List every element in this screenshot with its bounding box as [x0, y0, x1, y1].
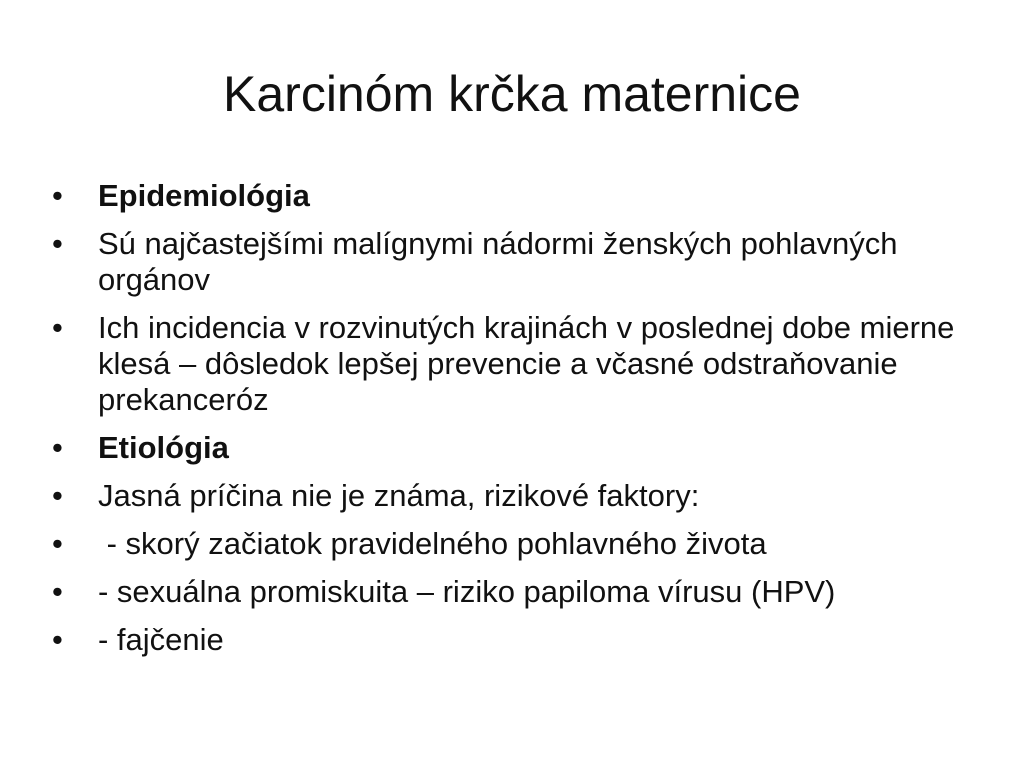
bullet-text: Epidemiológia	[98, 178, 310, 213]
bullet-risk-smoking	[52, 622, 992, 658]
bullet-incidence	[52, 310, 992, 418]
slide-title: Karcinóm krčka maternice	[223, 66, 801, 122]
bullet-dot-icon: •	[52, 310, 63, 345]
bullet-list	[52, 178, 992, 670]
bullet-cause-unknown	[52, 478, 992, 514]
bullet-text: Jasná príčina nie je známa, rizikové faktory:	[98, 478, 700, 513]
bullet-text: Etiológia	[98, 430, 229, 465]
bullet-most-common-tumors	[52, 226, 992, 298]
bullet-dot-icon: •	[52, 526, 63, 561]
bullet-dot-icon: •	[52, 430, 63, 465]
bullet-risk-early-sex	[52, 526, 992, 562]
bullet-text: - skorý začiatok pravidelného pohlavného života	[98, 526, 767, 561]
bullet-text: - sexuálna promiskuita – riziko papiloma vírusu (HPV)	[98, 574, 836, 609]
bullet-risk-promiscuity	[52, 574, 992, 610]
bullet-text: - fajčenie	[98, 622, 224, 657]
bullet-dot-icon: •	[52, 478, 63, 513]
bullet-etiologia-heading	[52, 430, 992, 466]
bullet-dot-icon: •	[52, 226, 63, 261]
bullet-dot-icon: •	[52, 178, 63, 213]
bullet-dot-icon: •	[52, 622, 63, 657]
bullet-text: Sú najčastejšími malígnymi nádormi ženských pohlavných orgánov	[98, 226, 898, 297]
bullet-text: Ich incidencia v rozvinutých krajinách v poslednej dobe mierne klesá – dôsledok lepšej prevencie a včasné odstraňovanie prekanceróz	[98, 310, 955, 417]
bullet-dot-icon: •	[52, 574, 63, 609]
bullet-epidemiologia-heading	[52, 178, 992, 214]
